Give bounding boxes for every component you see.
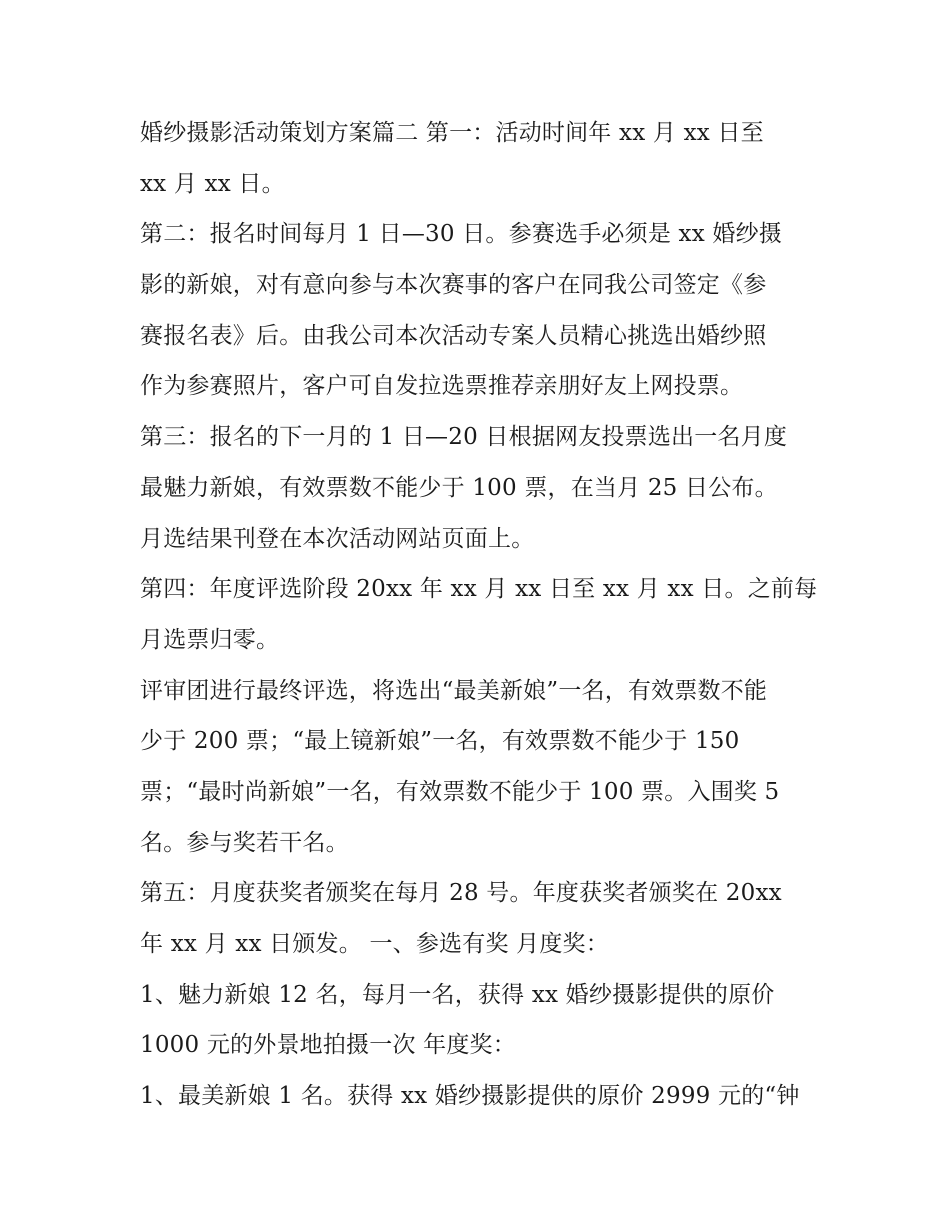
text-line: 月选票归零。 xyxy=(140,626,280,653)
text-line: 年 xx 月 xx 日颁发。 一、参选有奖 月度奖： xyxy=(140,931,609,957)
text-line: 评审团进行最终评选，将选出“最美新娘”一名，有效票数不能 xyxy=(140,677,768,704)
text-line: 第四：年度评选阶段 20xx 年 xx 月 xx 日至 xx 月 xx 日。之前每 xyxy=(140,576,818,603)
text-line: 名。参与奖若干名。 xyxy=(140,829,349,856)
text-line: 影的新娘，对有意向参与本次赛事的客户在同我公司签定《参 xyxy=(140,272,767,299)
text-line: 第二：报名时间每月 1 日—30 日。参赛选手必须是 xx 婚纱摄 xyxy=(140,221,782,248)
text-line: 赛报名表》后。由我公司本次活动专案人员精心挑选出婚纱照 xyxy=(140,322,767,349)
text-line: 婚纱摄影活动策划方案篇二 第一：活动时间年 xx 月 xx 日至 xyxy=(140,120,764,146)
text-line: 第三：报名的下一月的 1 日—20 日根据网友投票选出一名月度 xyxy=(140,424,788,451)
text-line: 1、魅力新娘 12 名，每月一名，获得 xx 婚纱摄影提供的原价 xyxy=(140,981,775,1008)
text-line: 作为参赛照片，客户可自发拉选票推荐亲朋好友上网投票。 xyxy=(140,373,744,400)
text-line: xx 月 xx 日。 xyxy=(140,170,285,197)
text-line: 少于 200 票；“最上镜新娘”一名，有效票数不能少于 150 xyxy=(140,728,740,755)
document-body xyxy=(140,108,830,1122)
text-line: 月选结果刊登在本次活动网站页面上。 xyxy=(140,525,535,552)
text-line: 票；“最时尚新娘”一名，有效票数不能少于 100 票。入围奖 5 xyxy=(140,778,780,805)
text-line: 最魅力新娘，有效票数不能少于 100 票，在当月 25 日公布。 xyxy=(140,474,778,501)
text-line: 第五：月度获奖者颁奖在每月 28 号。年度获奖者颁奖在 20xx xyxy=(140,880,782,907)
text-line: 1000 元的外景地拍摄一次 年度奖： xyxy=(140,1032,516,1059)
text-line: 1、最美新娘 1 名。获得 xx 婚纱摄影提供的原价 2999 元的“钟 xyxy=(140,1083,800,1110)
